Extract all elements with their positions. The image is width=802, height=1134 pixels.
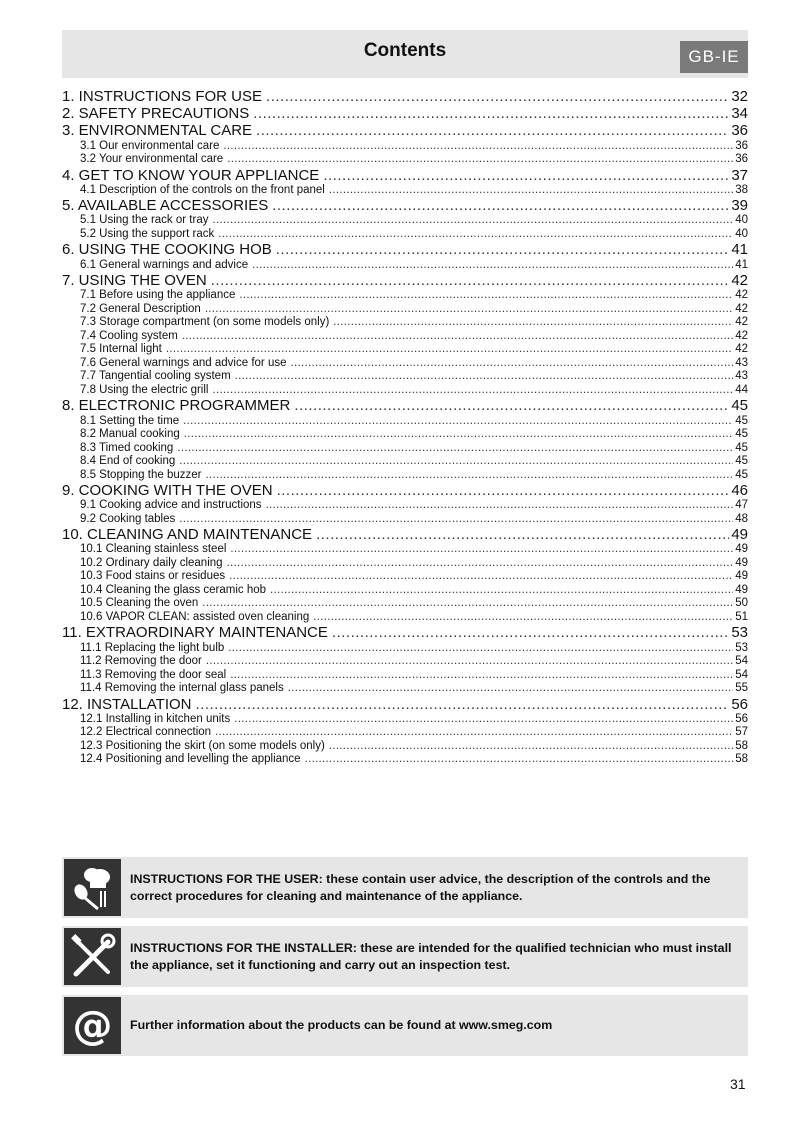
toc-section	[62, 669, 748, 683]
toc-page: 51	[735, 610, 748, 623]
toc-section	[62, 370, 748, 384]
toc-section	[62, 642, 748, 656]
toc-leader	[205, 469, 733, 483]
toc-leader	[252, 259, 733, 273]
toc-page: 49	[735, 543, 748, 556]
toc-page: 55	[735, 682, 748, 695]
toc-label: 10.4 Cleaning the glass ceramic hob	[80, 583, 267, 596]
toc-label: 12.3 Positioning the skirt (on some models only)	[80, 739, 325, 752]
toc-label: 11.1 Replacing the light bulb	[80, 641, 225, 654]
toc-page: 48	[735, 512, 748, 525]
toc-leader	[316, 526, 729, 543]
toc-section	[62, 513, 748, 527]
toc-chapter	[62, 272, 748, 289]
toc-page: 45	[735, 468, 748, 481]
toc-section	[62, 682, 748, 696]
toc-leader	[253, 105, 729, 122]
toc-section	[62, 316, 748, 330]
toc-label: 7.1 Before using the appliance	[80, 289, 236, 302]
toc-page: 45	[731, 397, 748, 415]
toc-leader	[218, 228, 733, 242]
toc-leader	[227, 557, 734, 571]
toc-leader	[332, 624, 729, 641]
toc-leader	[205, 303, 733, 317]
toc-leader	[179, 455, 733, 469]
toc-chapter	[62, 122, 748, 139]
toc-page: 54	[735, 655, 748, 668]
toc-label: 9.2 Cooking tables	[80, 512, 176, 525]
toc-chapter	[62, 482, 748, 499]
toc-page: 50	[735, 597, 748, 610]
chef-icon	[64, 859, 121, 916]
toc-label: 10. CLEANING AND MAINTENANCE	[62, 526, 313, 544]
toc-leader	[230, 669, 733, 683]
info-text-web: Further information about the products can be found at www.smeg.com	[130, 1018, 553, 1032]
toc-leader	[206, 655, 733, 669]
toc-section	[62, 655, 748, 669]
toc-page: 42	[735, 329, 748, 342]
contents-header	[62, 30, 748, 78]
toc-section	[62, 415, 748, 429]
toc-leader	[288, 682, 733, 696]
toc-label: 12. INSTALLATION	[62, 695, 192, 713]
toc-section	[62, 330, 748, 344]
toc-leader	[329, 740, 733, 754]
toc-leader	[196, 696, 730, 713]
toc-section	[62, 303, 748, 317]
toc-label: 8.3 Timed cooking	[80, 441, 174, 454]
toc-label: 5. AVAILABLE ACCESSORIES	[62, 197, 269, 215]
toc-page: 36	[735, 139, 748, 152]
toc-page: 54	[735, 668, 748, 681]
toc-section	[62, 357, 748, 371]
toc-label: 8. ELECTRONIC PROGRAMMER	[62, 397, 291, 415]
toc-label: 8.5 Stopping the buzzer	[80, 468, 202, 481]
toc-leader	[256, 122, 729, 139]
toc-page: 42	[731, 272, 748, 290]
info-text-user: INSTRUCTIONS FOR THE USER: these contain user advice, the description of the controls and the correct procedures for cleaning and maintenance of the appliance.	[130, 871, 711, 903]
toc-chapter	[62, 624, 748, 641]
toc-chapter	[62, 167, 748, 184]
toc-leader	[166, 343, 733, 357]
toc-leader	[184, 428, 733, 442]
toc-page: 56	[731, 695, 748, 713]
toc-leader	[229, 570, 733, 584]
toc-label: 9. COOKING WITH THE OVEN	[62, 482, 273, 499]
toc-label: 2. SAFETY PRECAUTIONS	[62, 105, 250, 123]
toc-leader	[305, 753, 734, 767]
toc-section	[62, 214, 748, 228]
toc-page: 40	[735, 227, 748, 240]
toc-label: 12.2 Electrical connection	[80, 726, 212, 739]
toc-label: 10.3 Food stains or residues	[80, 570, 226, 583]
info-box-installer	[62, 926, 748, 987]
toc-chapter	[62, 197, 748, 214]
toc-label: 11.4 Removing the internal glass panels	[80, 682, 284, 695]
toc-page: 43	[735, 356, 748, 369]
toc-leader	[313, 611, 733, 625]
toc-chapter	[62, 241, 748, 258]
page-title: Contents	[363, 40, 447, 61]
toc-section	[62, 557, 748, 571]
toc-label: 12.1 Installing in kitchen units	[80, 712, 231, 725]
toc-label: 10.6 VAPOR CLEAN: assisted oven cleaning	[80, 610, 310, 623]
toc-leader	[183, 415, 733, 429]
language-badge: GB-IE	[680, 41, 748, 73]
toc-label: 10.2 Ordinary daily cleaning	[80, 556, 223, 569]
toc-label: 11.2 Removing the door	[80, 655, 202, 668]
toc-page: 53	[731, 624, 748, 642]
toc-leader	[230, 543, 733, 557]
toc-page: 58	[735, 753, 748, 766]
toc-label: 3. ENVIRONMENTAL CARE	[62, 122, 253, 140]
toc-label: 9.1 Cooking advice and instructions	[80, 499, 262, 512]
toc-label: 7.5 Internal light	[80, 343, 162, 356]
toc-section	[62, 713, 748, 727]
toc-label: 7.8 Using the electric grill	[80, 383, 209, 396]
toc-page: 39	[731, 197, 748, 215]
toc-label: 1. INSTRUCTIONS FOR USE	[62, 88, 263, 105]
toc-leader	[179, 513, 733, 527]
toc-leader	[202, 597, 733, 611]
toc-page: 57	[735, 726, 748, 739]
toc-label: 11.3 Removing the door seal	[80, 668, 227, 681]
toc-leader	[228, 642, 733, 656]
toc-section	[62, 184, 748, 198]
toc-page: 56	[735, 712, 748, 725]
toc-label: 8.2 Manual cooking	[80, 428, 180, 440]
page-number: 31	[730, 1076, 746, 1092]
toc-page: 46	[731, 482, 748, 499]
toc-label: 8.4 End of cooking	[80, 455, 176, 467]
toc-page: 42	[735, 302, 748, 315]
toc-label: 10.1 Cleaning stainless steel	[80, 543, 227, 556]
toc-section	[62, 153, 748, 167]
toc-label: 11. EXTRAORDINARY MAINTENANCE	[62, 624, 328, 642]
toc-chapter	[62, 696, 748, 713]
toc-page: 42	[735, 316, 748, 329]
toc-leader	[266, 88, 729, 105]
toc-label: 10.5 Cleaning the oven	[80, 597, 199, 610]
toc-leader	[211, 272, 730, 289]
toc-page: 58	[735, 739, 748, 752]
toc-page: 34	[731, 105, 748, 123]
toc-page: 45	[735, 428, 748, 440]
info-box-web	[62, 995, 748, 1056]
toc-section	[62, 140, 748, 154]
toc-leader	[270, 584, 733, 598]
toc-label: 12.4 Positioning and levelling the appliance	[80, 753, 301, 766]
toc-label: 6.1 General warnings and advice	[80, 258, 249, 271]
toc-label: 4.1 Description of the controls on the front panel	[80, 183, 325, 196]
toc-chapter	[62, 526, 748, 543]
toc-page: 42	[735, 343, 748, 356]
toc-page: 49	[735, 556, 748, 569]
toc-page: 36	[731, 122, 748, 140]
toc-section	[62, 289, 748, 303]
toc-label: 8.1 Setting the time	[80, 414, 180, 427]
toc-page: 37	[731, 166, 748, 184]
toc-section	[62, 343, 748, 357]
toc-label: 7.2 General Description	[80, 302, 201, 315]
toc-leader	[329, 184, 733, 198]
toc-leader	[212, 384, 733, 398]
toc-section	[62, 499, 748, 513]
toc-label: 7.3 Storage compartment (on some models only)	[80, 316, 330, 329]
toc-label: 7.7 Tangential cooling system	[80, 370, 231, 383]
toc-leader	[333, 316, 733, 330]
toc-section	[62, 228, 748, 242]
toc-section	[62, 726, 748, 740]
toc-page: 41	[735, 258, 748, 271]
toc-leader	[272, 197, 729, 214]
toc-label: 3.2 Your environmental care	[80, 153, 224, 166]
toc-label: 4. GET TO KNOW YOUR APPLIANCE	[62, 166, 320, 184]
toc-leader	[323, 167, 729, 184]
toc-leader	[177, 442, 733, 456]
toc-label: 3.1 Our environmental care	[80, 139, 220, 152]
toc-leader	[277, 482, 730, 499]
svg-text:@: @	[72, 1003, 113, 1049]
toc-leader	[235, 370, 734, 384]
toc-label: 7.6 General warnings and advice for use	[80, 356, 287, 369]
toc-page: 32	[731, 88, 748, 105]
toc-section	[62, 259, 748, 273]
at-sign-icon	[64, 997, 121, 1054]
toc-label: 7. USING THE OVEN	[62, 272, 207, 290]
toc-page: 45	[735, 455, 748, 467]
toc-page: 47	[735, 499, 748, 512]
toc-page: 45	[735, 441, 748, 454]
toc-leader	[239, 289, 733, 303]
toc-section	[62, 597, 748, 611]
toc-leader	[276, 241, 730, 258]
toc-section	[62, 740, 748, 754]
toc-page: 45	[735, 414, 748, 427]
table-of-contents	[62, 88, 748, 767]
toc-leader	[234, 713, 733, 727]
toc-leader	[266, 499, 734, 513]
toc-leader	[215, 726, 733, 740]
toc-leader	[182, 330, 733, 344]
toc-chapter	[62, 105, 748, 122]
toc-page: 38	[735, 183, 748, 196]
toc-page: 49	[735, 570, 748, 583]
toc-leader	[212, 214, 733, 228]
toc-section	[62, 570, 748, 584]
toc-chapter	[62, 88, 748, 105]
toc-section	[62, 428, 748, 442]
toc-page: 49	[731, 526, 748, 544]
toc-label: 5.2 Using the support rack	[80, 227, 215, 240]
toc-section	[62, 543, 748, 557]
toc-page: 43	[735, 370, 748, 383]
toc-section	[62, 469, 748, 483]
info-text-installer: INSTRUCTIONS FOR THE INSTALLER: these are intended for the qualified technician who must install the appliance, set it functioning and carry out an inspection test.	[130, 940, 732, 972]
toc-page: 49	[735, 583, 748, 596]
tools-icon	[64, 928, 121, 985]
toc-section	[62, 584, 748, 598]
toc-section	[62, 611, 748, 625]
toc-section	[62, 455, 748, 469]
toc-page: 53	[735, 641, 748, 654]
toc-section	[62, 442, 748, 456]
toc-leader	[227, 153, 733, 167]
toc-chapter	[62, 397, 748, 414]
toc-page: 42	[735, 289, 748, 302]
toc-page: 40	[735, 214, 748, 227]
toc-label: 5.1 Using the rack or tray	[80, 214, 209, 227]
toc-section	[62, 384, 748, 398]
info-box-user	[62, 857, 748, 918]
toc-page: 36	[735, 153, 748, 166]
toc-page: 44	[735, 383, 748, 396]
toc-leader	[294, 397, 729, 414]
toc-leader	[223, 140, 733, 154]
toc-page: 41	[731, 241, 748, 259]
toc-section	[62, 753, 748, 767]
toc-label: 6. USING THE COOKING HOB	[62, 241, 272, 259]
toc-label: 7.4 Cooling system	[80, 329, 178, 342]
toc-leader	[290, 357, 733, 371]
